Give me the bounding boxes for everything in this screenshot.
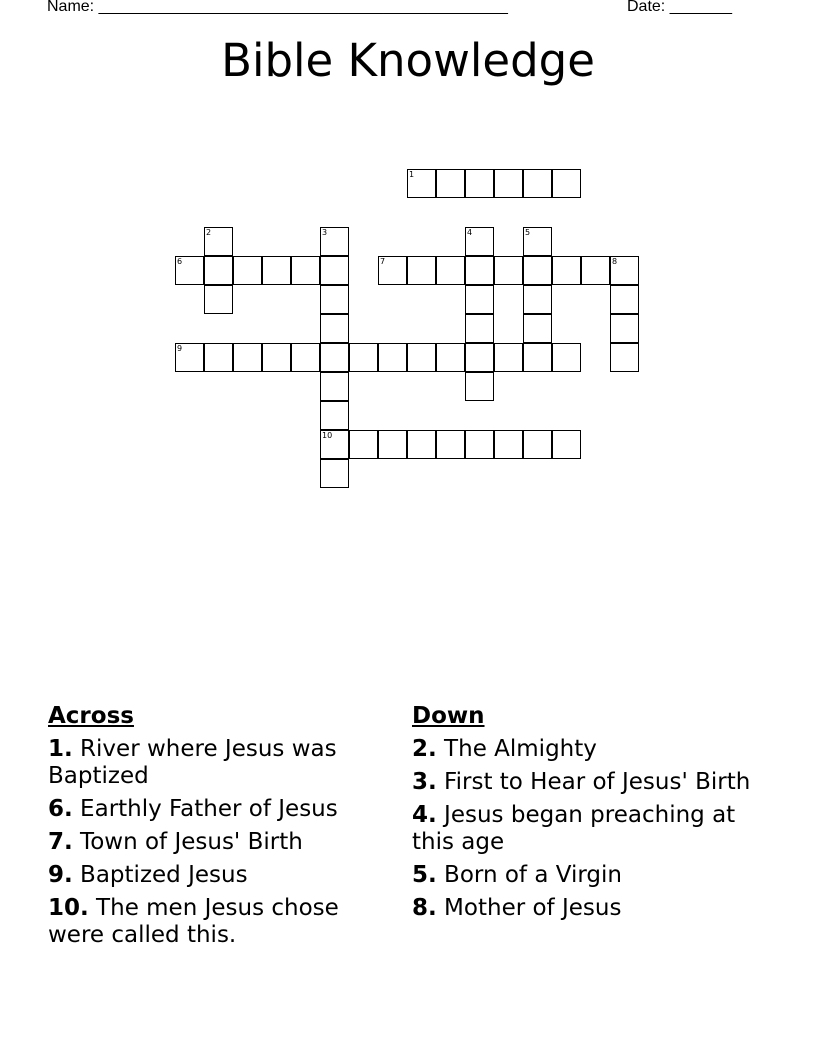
grid-cell[interactable]: [262, 256, 291, 285]
grid-cell[interactable]: [349, 430, 378, 459]
grid-cell[interactable]: [465, 372, 494, 401]
grid-cell[interactable]: [581, 256, 610, 285]
grid-cell[interactable]: [465, 227, 494, 256]
grid-cell[interactable]: [320, 314, 349, 343]
grid-cell[interactable]: [407, 256, 436, 285]
grid-cell[interactable]: [494, 343, 523, 372]
grid-cell[interactable]: [610, 314, 639, 343]
grid-cell[interactable]: [320, 227, 349, 256]
grid-cell[interactable]: [436, 343, 465, 372]
grid-cell[interactable]: [436, 169, 465, 198]
date-field-label: Date: _______: [627, 0, 732, 15]
grid-cell[interactable]: [523, 314, 552, 343]
grid-cell[interactable]: [494, 256, 523, 285]
clue-text: Town of Jesus' Birth: [72, 829, 303, 855]
grid-cell[interactable]: [378, 430, 407, 459]
page-title: Bible Knowledge: [221, 34, 595, 87]
grid-cell[interactable]: [378, 256, 407, 285]
grid-cell[interactable]: [291, 256, 320, 285]
clue-text: River where Jesus was Baptized: [48, 736, 337, 789]
grid-cell[interactable]: [175, 256, 204, 285]
grid-cell[interactable]: [204, 227, 233, 256]
grid-cell[interactable]: [523, 169, 552, 198]
clue-across-10: [48, 895, 388, 949]
clue-number: 4.: [412, 802, 437, 828]
grid-cell[interactable]: [204, 285, 233, 314]
grid-cell[interactable]: [320, 256, 349, 285]
down-heading: Down: [412, 703, 485, 729]
grid-cell[interactable]: [378, 343, 407, 372]
clue-text: Earthly Father of Jesus: [72, 796, 338, 822]
cell-number: 2: [206, 228, 212, 237]
grid-cell[interactable]: [204, 256, 233, 285]
grid-cell[interactable]: [465, 285, 494, 314]
clue-number: 2.: [412, 736, 437, 762]
cell-number: 10: [322, 431, 333, 440]
clue-down-4: [412, 802, 752, 856]
clue-text: The Almighty: [436, 736, 597, 762]
cell-number: 1: [409, 170, 415, 179]
grid-cell[interactable]: [552, 430, 581, 459]
clue-text: Jesus began preaching at this age: [412, 802, 736, 855]
grid-cell[interactable]: [407, 169, 436, 198]
grid-cell[interactable]: [465, 430, 494, 459]
grid-cell[interactable]: [523, 430, 552, 459]
grid-cell[interactable]: [523, 343, 552, 372]
clue-number: 5.: [412, 862, 437, 888]
grid-cell[interactable]: [436, 256, 465, 285]
grid-cell[interactable]: [523, 227, 552, 256]
clue-number: 6.: [48, 796, 73, 822]
grid-cell[interactable]: [436, 430, 465, 459]
clue-across-9: [48, 862, 388, 889]
clue-text: Baptized Jesus: [72, 862, 248, 888]
grid-cell[interactable]: [320, 401, 349, 430]
grid-cell[interactable]: [523, 256, 552, 285]
grid-cell[interactable]: [233, 343, 262, 372]
grid-cell[interactable]: [320, 285, 349, 314]
grid-cell[interactable]: [465, 256, 494, 285]
name-field-label: Name: ______________________________________________: [47, 0, 508, 15]
clue-number: 7.: [48, 829, 73, 855]
grid-cell[interactable]: [407, 430, 436, 459]
grid-cell[interactable]: [465, 169, 494, 198]
cell-number: 7: [380, 257, 386, 266]
grid-cell[interactable]: [291, 343, 320, 372]
down-clues: [412, 703, 752, 928]
clue-text: Mother of Jesus: [436, 895, 622, 921]
grid-cell[interactable]: [552, 256, 581, 285]
cell-number: 3: [322, 228, 328, 237]
grid-cell[interactable]: [465, 314, 494, 343]
grid-cell[interactable]: [494, 430, 523, 459]
grid-cell[interactable]: [320, 430, 349, 459]
clue-down-8: [412, 895, 752, 922]
grid-cell[interactable]: [262, 343, 291, 372]
clue-text: Born of a Virgin: [436, 862, 622, 888]
clue-down-3: [412, 769, 752, 796]
clue-text: First to Hear of Jesus' Birth: [436, 769, 751, 795]
grid-cell[interactable]: [523, 285, 552, 314]
grid-cell[interactable]: [494, 169, 523, 198]
grid-cell[interactable]: [465, 343, 494, 372]
cell-number: 5: [525, 228, 531, 237]
grid-cell[interactable]: [610, 285, 639, 314]
cell-number: 8: [612, 257, 618, 266]
clue-down-2: [412, 736, 752, 763]
grid-cell[interactable]: [552, 169, 581, 198]
grid-cell[interactable]: [610, 256, 639, 285]
grid-cell[interactable]: [320, 459, 349, 488]
grid-cell[interactable]: [204, 343, 233, 372]
grid-cell[interactable]: [233, 256, 262, 285]
clue-across-1: [48, 736, 388, 790]
across-clues: [48, 703, 388, 955]
grid-cell[interactable]: [552, 343, 581, 372]
clue-number: 8.: [412, 895, 437, 921]
clue-number: 9.: [48, 862, 73, 888]
grid-cell[interactable]: [320, 372, 349, 401]
clue-number: 1.: [48, 736, 73, 762]
grid-cell[interactable]: [320, 343, 349, 372]
across-heading: Across: [48, 703, 134, 729]
cell-number: 4: [467, 228, 473, 237]
clue-down-5: [412, 862, 752, 889]
grid-cell[interactable]: [175, 343, 204, 372]
grid-cell[interactable]: [349, 343, 378, 372]
cell-number: 9: [177, 344, 183, 353]
grid-cell[interactable]: [610, 343, 639, 372]
clue-across-7: [48, 829, 388, 856]
clue-text: The men Jesus chose were called this.: [48, 895, 339, 948]
grid-cell[interactable]: [407, 343, 436, 372]
clue-across-6: [48, 796, 388, 823]
clue-number: 3.: [412, 769, 437, 795]
clue-number: 10.: [48, 895, 89, 921]
cell-number: 6: [177, 257, 183, 266]
